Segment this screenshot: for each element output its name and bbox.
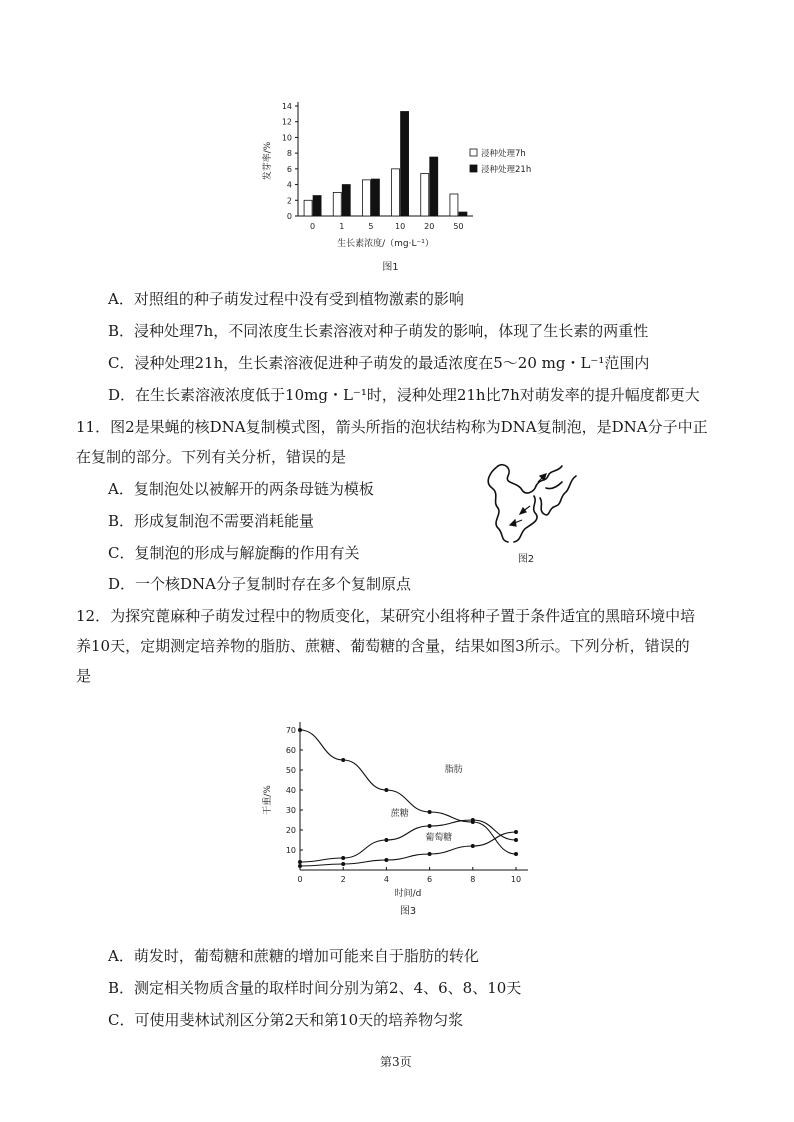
y-tick-label: 40 (285, 786, 296, 795)
fat-series-label: 脂肪 (444, 765, 463, 775)
sucrose-point (514, 838, 518, 842)
y-tick-label: 50 (285, 766, 296, 775)
y-tick-label: 0 (286, 212, 292, 221)
q12-stem-line1: 12．为探究蓖麻种子萌发过程中的物质变化，某研究小组将种子置于条件适宜的黑暗环境中培 (76, 607, 696, 625)
dna-strand-top (498, 465, 536, 493)
arrow-2-head (520, 508, 526, 514)
figure-3-caption: 图3 (399, 906, 417, 917)
figure-2-caption: 图2 (517, 554, 535, 565)
q11-option-a: A．复制泡处以被解开的两条母链为模板 (108, 480, 374, 498)
sucrose-point (471, 818, 475, 822)
y-tick-label: 12 (281, 117, 292, 127)
figure-1-caption: 图1 (382, 262, 399, 273)
bar-7h (421, 174, 429, 216)
bar-21h (342, 185, 350, 216)
figure-1-chart (258, 86, 558, 276)
legend-swatch (470, 165, 477, 172)
x-tick-label: 2 (340, 875, 346, 884)
fat-point (384, 788, 388, 792)
x-tick-label: 10 (394, 222, 406, 231)
x-tick-label: 6 (427, 875, 433, 884)
glucose-line (300, 832, 516, 866)
y-tick-label: 10 (281, 133, 292, 143)
bar-21h (401, 112, 409, 217)
y-tick-label: 8 (286, 149, 292, 159)
bar-7h (392, 169, 400, 216)
glucose-point (514, 830, 518, 834)
fat-point (341, 758, 345, 762)
x-tick-label: 1 (339, 222, 345, 231)
q11-option-d: D．一个核DNA分子复制时存在多个复制原点 (108, 575, 412, 593)
dna-bubble-strand-3 (546, 482, 562, 489)
y-axis-label: 干重/% (263, 785, 273, 815)
sucrose-point (428, 824, 432, 828)
x-axis-label: 时间/d (394, 889, 422, 899)
q10-option-b: B．浸种处理7h，不同浓度生长素溶液对种子萌发的影响，体现了生长素的两重性 (108, 322, 649, 340)
fat-point (514, 852, 518, 856)
q10-option-a: A．对照组的种子萌发过程中没有受到植物激素的影响 (108, 290, 464, 308)
sucrose-point (384, 838, 388, 842)
y-tick-label: 10 (285, 846, 296, 855)
legend-label: 浸种处理21h (481, 165, 532, 175)
x-axis-label: 生长素浓度/（mg·L⁻¹） (337, 239, 434, 249)
x-tick-label: 5 (368, 222, 374, 231)
x-tick-label: 0 (297, 875, 303, 884)
glucose-point (471, 844, 475, 848)
fat-point (428, 810, 432, 814)
legend-label: 浸种处理7h (481, 149, 526, 159)
dna-strands (488, 465, 576, 542)
glucose-point (428, 852, 432, 856)
bar-21h (371, 179, 379, 216)
q10-option-d: D．在生长素溶液浓度低于10mg・L⁻¹时，浸种处理21h比7h对萌发率的提升幅度都更大 (108, 386, 700, 404)
fat-line (300, 730, 516, 854)
q11-stem-line2: 在复制的部分。下列有关分析，错误的是 (76, 448, 347, 466)
x-tick-label: 20 (424, 222, 435, 231)
y-tick-label: 6 (286, 164, 292, 174)
page-number: 第3页 (380, 1055, 412, 1069)
glucose-point (341, 862, 345, 866)
y-axis-label: 发芽率/% (263, 141, 273, 181)
glucose-point (384, 858, 388, 862)
dna-strand-left (488, 466, 508, 542)
x-tick-label: 10 (510, 875, 522, 884)
fat-point (298, 728, 302, 732)
y-tick-label: 2 (286, 196, 292, 206)
sucrose-point (341, 856, 345, 860)
q11-option-c: C．复制泡的形成与解旋酶的作用有关 (108, 544, 360, 562)
bar-21h (313, 196, 321, 216)
figure-2-diagram (478, 452, 590, 572)
arrow-1-head (510, 520, 516, 526)
q12-option-a: A．萌发时，葡萄糖和蔗糖的增加可能来自于脂肪的转化 (108, 947, 479, 965)
q10-option-c: C．浸种处理21h，生长素溶液促进种子萌发的最适浓度在5～20 mg・L⁻¹范围内 (108, 354, 650, 372)
bar-7h (450, 194, 458, 216)
q12-option-b: B．测定相关物质含量的取样时间分别为第2、4、6、8、10天 (108, 979, 522, 997)
glucose-point (298, 864, 302, 868)
sucrose-point (298, 860, 302, 864)
y-tick-label: 30 (285, 806, 296, 815)
dna-bubble-strand-1 (514, 496, 537, 542)
x-tick-label: 4 (383, 875, 389, 884)
bar-21h (459, 212, 467, 216)
q11-option-b: B．形成复制泡不需要消耗能量 (108, 512, 315, 530)
sucrose-series-label: 蔗糖 (390, 809, 409, 819)
x-tick-label: 0 (310, 222, 316, 231)
bar-7h (304, 200, 312, 216)
x-tick-label: 50 (453, 222, 464, 231)
q12-stem-line3: 是 (76, 667, 92, 685)
bar-7h (333, 192, 341, 216)
q11-stem-line1: 11．图2是果蝇的核DNA复制模式图，箭头所指的泡状结构称为DNA复制泡，是DNA分子中正 (76, 418, 708, 436)
sucrose-line (300, 820, 516, 862)
x-tick-label: 8 (470, 875, 476, 884)
bar-7h (362, 180, 370, 216)
glucose-series-label: 葡萄糖 (425, 833, 453, 843)
q12-stem-line2: 养10天，定期测定培养物的脂肪、蔗糖、葡萄糖的含量，结果如图3所示。下列分析，错误的 (76, 637, 690, 655)
y-tick-label: 20 (285, 826, 296, 835)
y-tick-label: 14 (281, 102, 292, 111)
figure-1 (258, 86, 558, 280)
bar-21h (430, 157, 438, 216)
figure-3 (256, 702, 546, 932)
figure-2 (478, 452, 590, 576)
legend-swatch (470, 149, 477, 156)
dna-bubble-strand-2 (540, 476, 576, 515)
y-tick-label: 60 (285, 746, 296, 755)
figure-3-chart (256, 702, 546, 928)
y-tick-label: 70 (285, 726, 296, 735)
q12-option-c: C．可使用斐林试剂区分第2天和第10天的培养物匀浆 (108, 1011, 464, 1029)
y-tick-label: 4 (286, 180, 292, 190)
